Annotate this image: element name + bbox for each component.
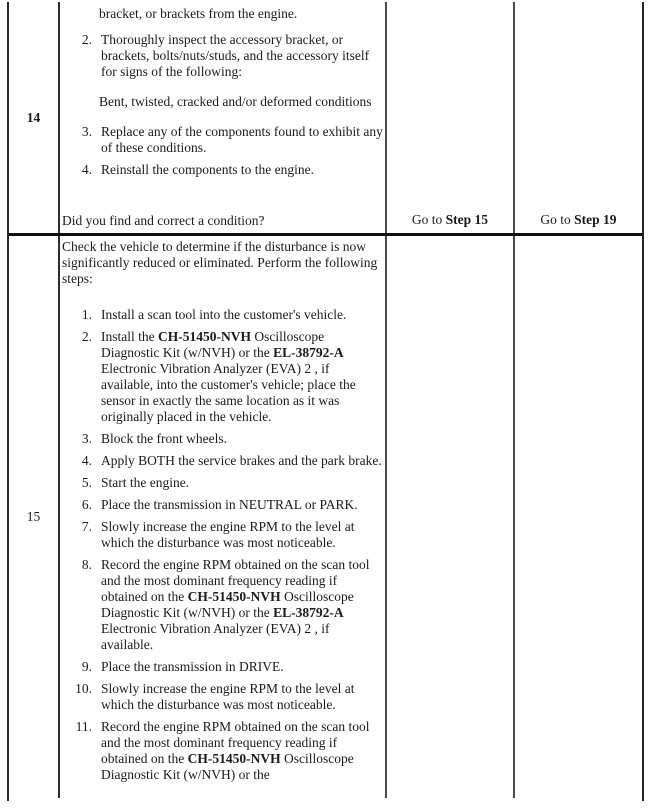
item-text: Reinstall the components to the engine.: [101, 162, 314, 177]
goto-prefix: Go to: [411, 212, 446, 227]
item-text: Apply BOTH the service brakes and the park brake.: [101, 453, 382, 468]
item-text: Install a scan tool into the customer's vehicle.: [101, 307, 347, 322]
no-result-cell: [515, 236, 642, 798]
goto-step-text: [540, 212, 616, 228]
item-number: 9.: [81, 659, 92, 674]
item-number: 10.: [75, 681, 92, 696]
item-text: Place the transmission in DRIVE.: [101, 659, 284, 674]
list-item: [62, 162, 383, 178]
yes-result-cell: [387, 236, 515, 798]
item-number: 2.: [81, 32, 92, 47]
item-text: Record the engine RPM obtained on the scan tool and the most dominant frequency reading if obtained on the CH-51450-NVH Oscilloscope Diagnostic Kit (w/NVH) or the: [101, 719, 370, 782]
list-item: [62, 659, 383, 675]
item-number: 4.: [81, 453, 92, 468]
action-step-list: [62, 32, 383, 80]
goto-prefix: Go to: [540, 212, 575, 227]
list-item: [62, 453, 383, 469]
no-result-cell: [515, 2, 642, 233]
item-number: 6.: [81, 497, 92, 512]
action-intro-text: Check the vehicle to determine if the disturbance is now significantly reduced or eliminated. Perform the following steps:: [62, 239, 378, 286]
item-text: Replace any of the components found to exhibit any of these conditions.: [101, 124, 383, 155]
table-row-step-15: [9, 236, 642, 798]
item-text: Install the CH-51450-NVH Oscilloscope Diagnostic Kit (w/NVH) or the EL-38792-A Electronic Vibration Analyzer (EVA) 2 , if available, into the customer's vehicle; place the sensor in exactly the same location as it was originally placed in the vehicle.: [101, 329, 356, 424]
action-cell: [60, 236, 387, 798]
item-text: Slowly increase the engine RPM to the level at which the disturbance was most noticeable.: [101, 681, 355, 712]
condition-description-text: Bent, twisted, cracked and/or deformed conditions: [99, 94, 372, 109]
item-text: Block the front wheels.: [101, 431, 227, 446]
list-item: [62, 329, 383, 425]
goto-step-text: [412, 212, 488, 228]
list-item: [62, 557, 383, 653]
list-item: [62, 124, 383, 156]
item-number: 8.: [81, 557, 92, 572]
goto-step-target: Step 19: [574, 212, 617, 227]
list-item: [62, 307, 383, 323]
item-number: 11.: [75, 719, 92, 734]
step-number: 14: [26, 109, 41, 125]
list-item: [62, 32, 383, 80]
item-text: Place the transmission in NEUTRAL or PARK.: [101, 497, 358, 512]
table-row-step-14: [9, 2, 642, 236]
item-number: 3.: [81, 431, 92, 446]
item-text: Record the engine RPM obtained on the scan tool and the most dominant frequency reading if obtained on the CH-51450-NVH Oscilloscope Diagnostic Kit (w/NVH) or the EL-38792-A Electronic Vibration Analyzer (EVA) 2 , if available.: [101, 557, 370, 652]
item-text: Thoroughly inspect the accessory bracket, or brackets, bolts/nuts/studs, and the accessory itself for signs of the following:: [101, 32, 370, 79]
step-number-cell: [9, 236, 60, 798]
item-number: 1.: [81, 307, 92, 322]
action-step-list: [62, 124, 383, 178]
item-number: 4.: [81, 162, 92, 177]
list-item: [62, 497, 383, 513]
item-text: Slowly increase the engine RPM to the level at which the disturbance was most noticeable.: [101, 519, 355, 550]
list-item: [62, 475, 383, 491]
list-item: [62, 519, 383, 551]
goto-step-target: Step 15: [445, 212, 489, 227]
step-number-cell: [9, 2, 60, 233]
list-item: [62, 431, 383, 447]
item-number: 5.: [81, 475, 92, 490]
item-number: 2.: [81, 329, 92, 344]
list-item: [62, 681, 383, 713]
action-cell: [60, 2, 387, 233]
diagnostic-table: [7, 2, 644, 801]
question-text: Did you find and correct a condition?: [62, 213, 265, 228]
list-item: [62, 719, 383, 783]
yes-result-cell: [387, 2, 515, 233]
action-step-list: [62, 307, 383, 783]
action-continuation-text: bracket, or brackets from the engine.: [99, 6, 298, 21]
item-number: 3.: [81, 124, 92, 139]
item-number: 7.: [81, 519, 92, 534]
item-text: Start the engine.: [101, 475, 190, 490]
step-number: 15: [26, 509, 41, 524]
